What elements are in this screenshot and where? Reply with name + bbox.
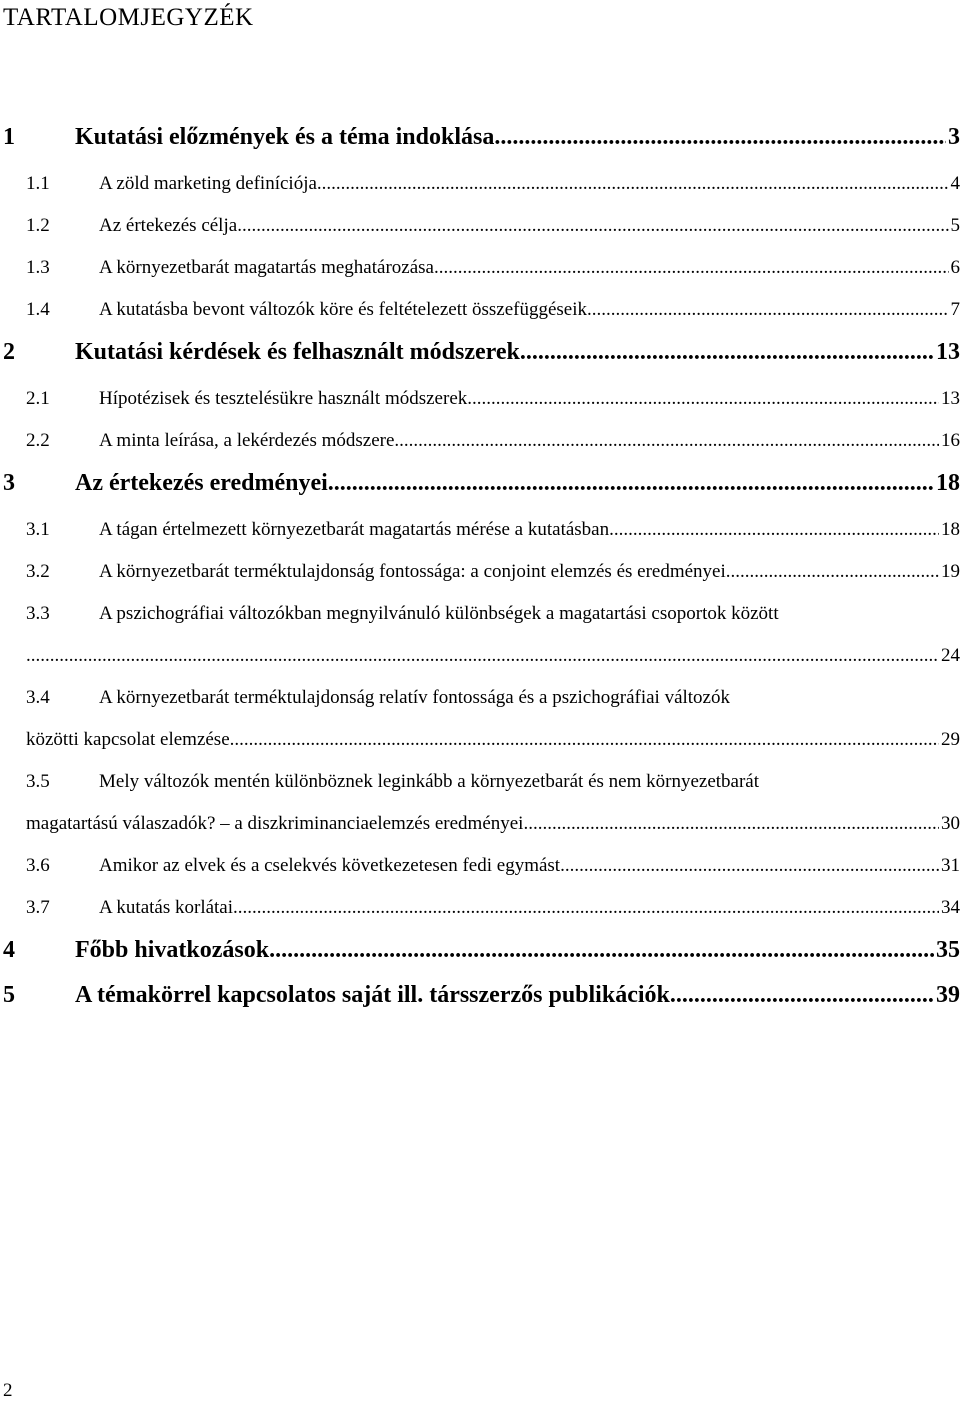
- toc-entry-1[interactable]: [0, 124, 960, 158]
- toc-number: 1.1: [26, 173, 50, 194]
- toc-page: 18: [941, 519, 960, 540]
- dot-leader: [520, 339, 934, 366]
- toc-title: Mely változók mentén különböznek leginkább a környezetbarát és nem környezetbarát: [99, 771, 759, 792]
- toc-entry-3-4-cont[interactable]: [26, 729, 960, 759]
- toc-page: 16: [941, 430, 960, 451]
- dot-leader: [237, 215, 948, 237]
- dot-leader: [560, 855, 939, 877]
- dot-leader: [467, 388, 939, 410]
- toc-page: 3: [948, 124, 960, 150]
- dot-leader: [587, 299, 948, 321]
- toc-page: 6: [950, 257, 960, 278]
- toc-number: 1.3: [26, 257, 50, 278]
- toc-title: A tágan értelmezett környezetbarát magatartás mérése a kutatásban: [99, 519, 610, 540]
- toc-title: A környezetbarát terméktulajdonság relatív fontossága és a pszichográfiai változók: [99, 687, 730, 708]
- toc-number: 3: [3, 470, 15, 496]
- toc-page: 31: [941, 855, 960, 876]
- toc-number: 3.7: [26, 897, 50, 918]
- toc-entry-3[interactable]: [0, 470, 960, 504]
- toc-title: A témakörrel kapcsolatos saját ill. társszerzős publikációk: [75, 982, 670, 1008]
- toc-entry-3-1[interactable]: [0, 519, 960, 549]
- toc-number: 3.5: [26, 771, 50, 792]
- toc-page: 5: [950, 215, 960, 236]
- toc-page: 34: [941, 897, 960, 918]
- toc-number: 3.3: [26, 603, 50, 624]
- toc-title: A minta leírása, a lekérdezés módszere: [99, 430, 395, 451]
- toc-entry-3-2[interactable]: [0, 561, 960, 591]
- toc-title: A zöld marketing definíciója: [99, 173, 317, 194]
- toc-number: 1: [3, 124, 15, 150]
- toc-title: A kutatásba bevont változók köre és feltételezett összefüggéseik: [99, 299, 588, 320]
- toc-number: 3.4: [26, 687, 50, 708]
- toc-entry-3-6[interactable]: [0, 855, 960, 885]
- toc-number: 3.1: [26, 519, 50, 540]
- toc-number: 2: [3, 339, 15, 365]
- toc-title-cont: magatartású válaszadók? – a diszkriminanciaelemzés eredményei: [26, 813, 524, 834]
- toc-page: 13: [936, 339, 960, 365]
- dot-leader: [328, 470, 934, 497]
- toc-page: 7: [950, 299, 960, 320]
- toc-entry-1-3[interactable]: [0, 257, 960, 287]
- dot-leader: [394, 430, 939, 452]
- toc-entry-1-1[interactable]: [0, 173, 960, 203]
- toc-title: Az értekezés célja: [99, 215, 238, 236]
- page-number: 2: [3, 1380, 13, 1401]
- toc-entry-2-2[interactable]: [0, 430, 960, 460]
- toc-entry-3-5-cont[interactable]: [26, 813, 960, 843]
- toc-number: 3.6: [26, 855, 50, 876]
- toc-page: 30: [941, 813, 960, 834]
- toc-entry-3-3[interactable]: [0, 603, 960, 633]
- dot-leader: [317, 173, 949, 195]
- toc-title: Kutatási kérdések és felhasznált módszerek: [75, 339, 520, 365]
- toc-title: A környezetbarát magatartás meghatározása: [99, 257, 434, 278]
- toc-page: 19: [941, 561, 960, 582]
- toc-title: A pszichográfiai változókban megnyilvánuló különbségek a magatartási csoportok között: [99, 603, 779, 624]
- toc-title: A kutatás korlátai: [99, 897, 234, 918]
- dot-leader: [26, 645, 939, 667]
- toc-entry-1-2[interactable]: [0, 215, 960, 245]
- dot-leader: [670, 982, 934, 1009]
- toc-page: 4: [950, 173, 960, 194]
- toc-entry-2[interactable]: [0, 339, 960, 373]
- dot-leader: [609, 519, 939, 541]
- toc-page: 35: [936, 937, 960, 963]
- toc-page: 29: [941, 729, 960, 750]
- page-title: TARTALOMJEGYZÉK: [3, 4, 254, 31]
- toc-number: 1.4: [26, 299, 50, 320]
- toc-entry-4[interactable]: [0, 937, 960, 971]
- toc-page: 39: [936, 982, 960, 1008]
- dot-leader: [434, 257, 949, 279]
- dot-leader: [494, 124, 946, 151]
- toc-number: 5: [3, 982, 15, 1008]
- toc-entry-3-7[interactable]: [0, 897, 960, 927]
- toc-title: Főbb hivatkozások: [75, 937, 270, 963]
- toc-page: 18: [936, 470, 960, 496]
- dot-leader: [269, 937, 934, 964]
- toc-title: Amikor az elvek és a cselekvés következetesen fedi egymást: [99, 855, 561, 876]
- toc-title: Hípotézisek és tesztelésükre használt módszerek: [99, 388, 468, 409]
- toc-entry-1-4[interactable]: [0, 299, 960, 329]
- dot-leader: [233, 897, 939, 919]
- toc-number: 2.1: [26, 388, 50, 409]
- toc-entry-3-5[interactable]: [0, 771, 960, 801]
- toc-entry-2-1[interactable]: [0, 388, 960, 418]
- dot-leader: [230, 729, 939, 751]
- toc-title: Az értekezés eredményei: [75, 470, 328, 496]
- toc-number: 3.2: [26, 561, 50, 582]
- toc-title-cont: közötti kapcsolat elemzése: [26, 729, 230, 750]
- toc-number: 1.2: [26, 215, 50, 236]
- toc-page: 13: [941, 388, 960, 409]
- toc-entry-5[interactable]: [0, 982, 960, 1016]
- toc-page: 24: [941, 645, 960, 666]
- toc-entry-3-3-leader[interactable]: [26, 645, 960, 675]
- toc-number: 4: [3, 937, 15, 963]
- dot-leader: [726, 561, 939, 583]
- toc-title: A környezetbarát terméktulajdonság fontossága: a conjoint elemzés és eredményei: [99, 561, 726, 582]
- dot-leader: [523, 813, 939, 835]
- toc-entry-3-4[interactable]: [0, 687, 960, 717]
- toc-number: 2.2: [26, 430, 50, 451]
- toc-title: Kutatási előzmények és a téma indoklása: [75, 124, 495, 150]
